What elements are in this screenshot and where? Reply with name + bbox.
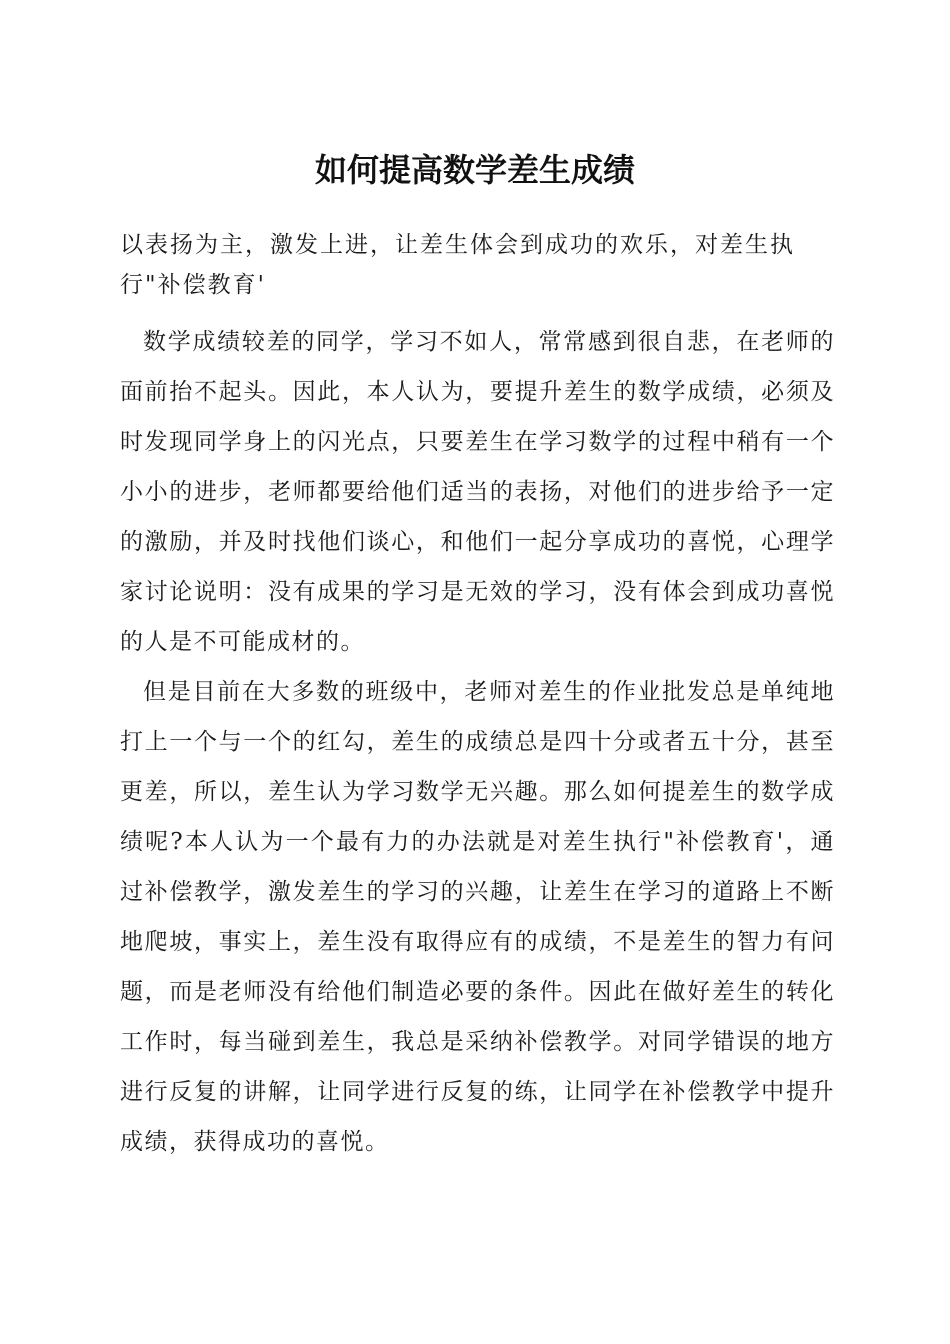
document-title: 如何提高数学差生成绩 [314, 151, 635, 189]
paragraph-1: 数学成绩较差的同学，学习不如人，常常感到很自悲，在老师的面前抬不起头。因此，本人认为，要提升差生的数学成绩，必须及时发现同学身上的闪光点，只要差生在学习数学的过程中稍有一个小小的进步，老师都要给他们适当的表扬，对他们的进步给予一定的激励，并及时找他们谈心，和他们一起分享成功的喜悦，心理学家讨论说明：没有成果的学习是无效的学习，没有体会到成功喜悦的人是不可能成材的。 [120, 329, 835, 655]
document-subtitle: 以表扬为主，激发上进，让差生体会到成功的欢乐，对差生执行"补偿教育' [120, 232, 795, 298]
paragraph-2: 但是目前在大多数的班级中，老师对差生的作业批发总是单纯地打上一个与一个的红勾，差生的成绩总是四十分或者五十分，甚至更差，所以，差生认为学习数学无兴趣。那么如何提差生的数学成绩呢?本人认为一个最有力的办法就是对差生执行"补偿教育'，通过补偿教学，激发差生的学习的兴趣，让差生在学习的道路上不断地爬坡，事实上，差生没有取得应有的成绩，不是差生的智力有问题，而是老师没有给他们制造必要的条件。因此在做好差生的转化工作时，每当碰到差生，我总是采纳补偿教学。对同学错误的地方进行反复的讲解，让同学进行反复的练，让同学在补偿教学中提升成绩，获得成功的喜悦。 [120, 679, 835, 1155]
